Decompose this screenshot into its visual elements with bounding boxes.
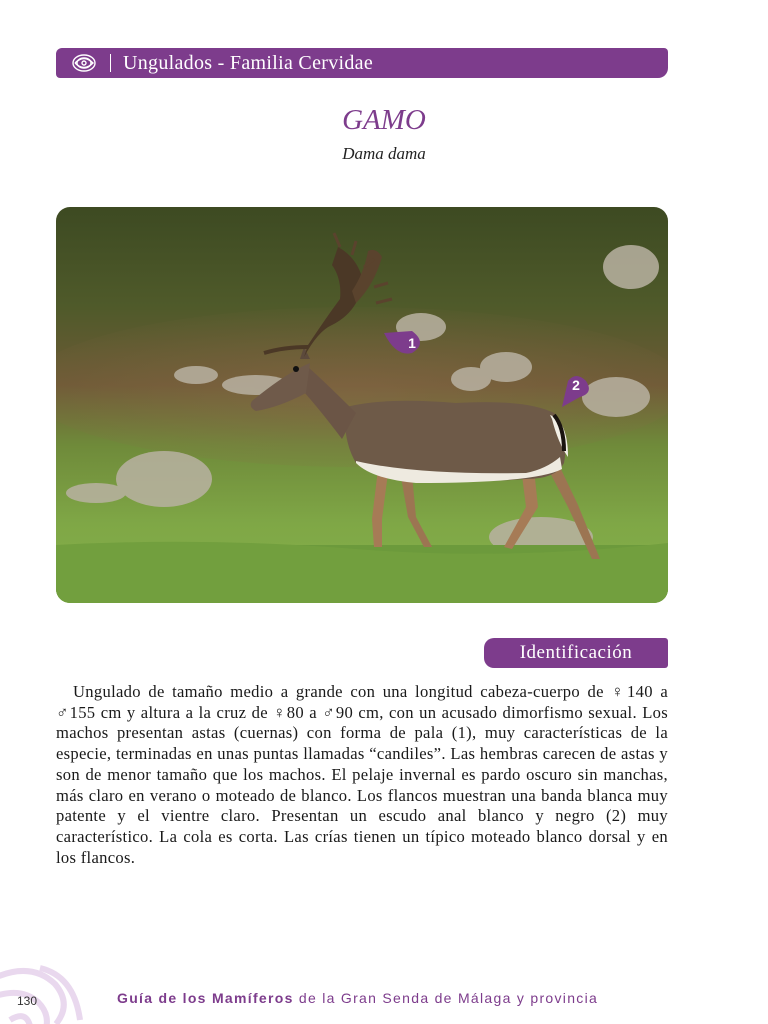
decorative-swirl-icon: [0, 960, 90, 1024]
identification-tab: Identificación: [484, 638, 668, 668]
ornament-knot-icon: [68, 48, 100, 78]
callout-label-1: 1: [408, 335, 416, 351]
fallow-deer-photo: [56, 207, 668, 603]
species-scientific-name: Dama dama: [342, 144, 426, 163]
page-number: 130: [17, 994, 38, 1008]
section-title: Ungulados - Familia Cervidae: [123, 51, 374, 74]
species-common-name: GAMO: [342, 104, 426, 136]
identification-paragraph: Ungulado de tamaño medio a grande con una longitud cabeza-cuerpo de ♀140 a ♂155 cm y altura a la cruz de ♀80 a ♂90 cm, con un acusado dimorfismo sexual. Los machos presentan astas (cuernas) con forma de pala (1), muy características de la especie, terminadas en unas puntas llamadas “candiles”. Las hembras carecen de astas y son de menor tamaño que los machos. El pelaje invernal es pardo oscuro sin manchas, más claro en verano o moteado de blanco. Los flancos muestran una banda blanca muy patente y el vientre claro. Presentan un escudo anal blanco y negro (2) muy característico. La cola es corta. Las crías tienen un típico moteado blanco dorsal y en los flancos.: [56, 682, 668, 867]
header-divider: [110, 54, 111, 72]
callout-label-2: 2: [572, 377, 580, 393]
guide-footer: [117, 990, 598, 1006]
guide-title-rest: de la Gran Senda de Málaga y provincia: [293, 990, 599, 1006]
section-header-bar: [56, 48, 668, 78]
guide-title-bold: Guía de los Mamíferos: [117, 990, 294, 1006]
